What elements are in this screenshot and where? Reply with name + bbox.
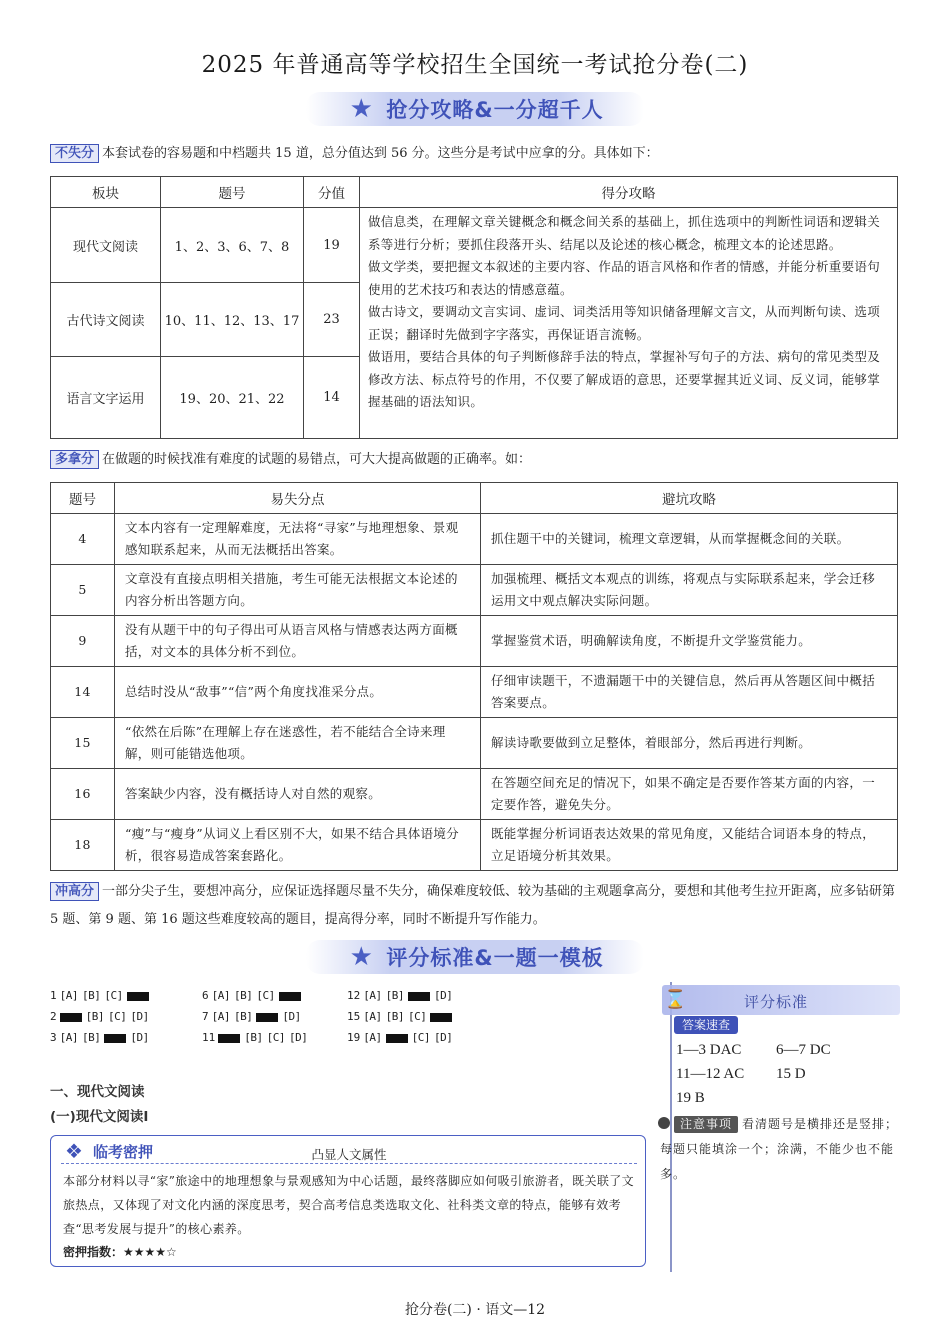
secret-body: 本部分材料以寻“家”旅途中的地理想象与景观感知为中心话题，最终落脚应如何吸引旅游者，既关联了文旅热点，又体现了对文化内涵的深度思考，契合高考信息类选取文化、社科类文章的特点，能够有效考查“思考发展与提升”的核心素养。 bbox=[63, 1174, 635, 1236]
notice-text: 看清题号是横排还是竖排；每题只能填涂一个；涂满，不能少也不能多。 bbox=[660, 1117, 899, 1181]
table1-header: 题号 bbox=[161, 177, 304, 208]
banner-grading bbox=[0, 940, 950, 974]
grading-panel-header bbox=[662, 985, 900, 1015]
answer-item bbox=[202, 1028, 311, 1048]
no-loss-tag: 不失分 bbox=[50, 144, 99, 163]
more-points-tag: 多拿分 bbox=[50, 450, 99, 469]
table2-pitfall: 文本内容有一定理解难度，无法将“寻家”与地理想象、景观感知联系起来，从而无法概括出答案。 bbox=[115, 514, 481, 565]
no-loss-text: 本套试卷的容易题和中档题共 15 道，总分值达到 56 分。这些分是考试中应拿的分。具体如下： bbox=[102, 146, 659, 161]
score-table bbox=[50, 176, 898, 439]
table1-score: 19 bbox=[304, 208, 360, 283]
divider bbox=[61, 1163, 637, 1164]
answer-bubble: [B] bbox=[385, 1010, 404, 1023]
answer-pair bbox=[676, 1038, 831, 1062]
question-number: 6 bbox=[202, 989, 209, 1002]
table1-header: 得分攻略 bbox=[360, 177, 898, 208]
strategy-paragraph: 做文学类，要把握文本叙述的主要内容、作品的语言风格和作者的情感，并能分析重要语句使用的艺术技巧和表达的情感意蕴。 bbox=[368, 259, 881, 297]
table2-tip: 在答题空间充足的情况下，如果不确定是否要作答某方面的内容，一定要作答，避免失分。 bbox=[481, 769, 898, 820]
table1-score: 23 bbox=[304, 283, 360, 357]
quick-answers bbox=[676, 1038, 831, 1110]
answer-item bbox=[347, 1007, 456, 1027]
subsection-heading: (一)现代文阅读Ⅰ bbox=[50, 1109, 149, 1125]
fish-icon: ❖ bbox=[65, 1139, 83, 1163]
answer-pair bbox=[676, 1062, 831, 1086]
section-heading: 一、现代文阅读 bbox=[50, 1084, 145, 1100]
table2-pitfall: 答案缺少内容，没有概括诗人对自然的观察。 bbox=[115, 769, 481, 820]
filled-bubble bbox=[127, 992, 149, 1001]
answer-item bbox=[50, 986, 153, 1006]
hourglass-icon: ⌛ bbox=[664, 989, 687, 1010]
answer-item bbox=[347, 986, 456, 1006]
table1-score: 14 bbox=[304, 357, 360, 439]
table2-pitfall: 文章没有直接点明相关措施，考生可能无法根据文本论述的内容分析出答题方向。 bbox=[115, 565, 481, 616]
secret-title: 临考密押 bbox=[93, 1142, 154, 1161]
table1-questions: 19、20、21、22 bbox=[161, 357, 304, 439]
answer-bubble: [D] bbox=[434, 989, 453, 1002]
high-score-line bbox=[50, 878, 900, 934]
table1-block: 语言文字运用 bbox=[51, 357, 161, 439]
answer-bubble: [C] bbox=[108, 1010, 127, 1023]
no-loss-line bbox=[50, 143, 900, 165]
answer-bubble: [B] bbox=[82, 989, 101, 1002]
answer-bubble: [A] bbox=[363, 1031, 382, 1044]
question-number: 11 bbox=[202, 1031, 216, 1044]
table2-num: 9 bbox=[51, 616, 115, 667]
page-title: 2025 年普通高等学校招生全国统一考试抢分卷(二) bbox=[201, 52, 749, 78]
answer-bubble: [B] bbox=[244, 1031, 263, 1044]
answer-bubble: [A] bbox=[363, 989, 382, 1002]
answer-bubble: [B] bbox=[385, 989, 404, 1002]
question-number: 15 bbox=[347, 1010, 361, 1023]
question-number: 19 bbox=[347, 1031, 361, 1044]
secret-subject: 凸显人文属性 bbox=[311, 1147, 387, 1162]
table2-num: 4 bbox=[51, 514, 115, 565]
secret-index: 密押指数：★★★★☆ bbox=[63, 1245, 177, 1259]
answer-bubble: [D] bbox=[434, 1031, 453, 1044]
table2-num: 5 bbox=[51, 565, 115, 616]
answer-bubble: [C] bbox=[411, 1031, 430, 1044]
filled-bubble bbox=[386, 1034, 408, 1043]
filled-bubble bbox=[218, 1034, 240, 1043]
answer-range: 1—3 DAC bbox=[676, 1042, 742, 1058]
answer-range: 6—7 DC bbox=[776, 1042, 831, 1058]
table2-pitfall: 总结时没从“敌事”“信”两个角度找准采分点。 bbox=[115, 667, 481, 718]
question-number: 3 bbox=[50, 1031, 57, 1044]
table2-tip: 既能掌握分析词语表达效果的常见角度，又能结合词语本身的特点，立足语境分析其效果。 bbox=[481, 820, 898, 871]
bullet-icon bbox=[658, 1117, 670, 1129]
filled-bubble bbox=[430, 1013, 452, 1022]
more-points-line bbox=[50, 449, 900, 471]
table1-header: 板块 bbox=[51, 177, 161, 208]
table1-block: 古代诗文阅读 bbox=[51, 283, 161, 357]
answer-item bbox=[50, 1028, 153, 1048]
question-number: 12 bbox=[347, 989, 361, 1002]
page-footer: 抢分卷(二) · 语文—12 bbox=[404, 1302, 546, 1318]
table2-num: 14 bbox=[51, 667, 115, 718]
table1-header: 分值 bbox=[304, 177, 360, 208]
question-number: 1 bbox=[50, 989, 57, 1002]
answer-bubble: [B] bbox=[82, 1031, 101, 1044]
table1-strategy bbox=[360, 208, 898, 439]
table2-pitfall: “瘦”与“瘦身”从词义上看区别不大，如果不结合具体语境分析，很容易造成答案套路化。 bbox=[115, 820, 481, 871]
banner-strategy bbox=[0, 92, 950, 126]
answer-bubble: [B] bbox=[234, 989, 253, 1002]
filled-bubble bbox=[104, 1034, 126, 1043]
answer-bubble: [D] bbox=[289, 1031, 308, 1044]
more-points-text: 在做题的时候找准有难度的试题的易错点，可大大提高做题的正确率。如： bbox=[102, 452, 532, 467]
answer-item bbox=[202, 986, 305, 1006]
quick-answer-tag: 答案速查 bbox=[674, 1016, 738, 1034]
table2-header: 题号 bbox=[51, 483, 115, 514]
answer-bubble: [D] bbox=[130, 1031, 149, 1044]
answer-bubble: [C] bbox=[256, 989, 275, 1002]
answer-bubble: [C] bbox=[408, 1010, 427, 1023]
table2-tip: 掌握鉴赏术语，明确解读角度，不断提升文学鉴赏能力。 bbox=[481, 616, 898, 667]
answer-bubble: [D] bbox=[282, 1010, 301, 1023]
banner-grading-title: 评分标准&一题一模板 bbox=[386, 946, 604, 970]
answer-range: 19 B bbox=[676, 1090, 705, 1106]
banner-strategy-title: 抢分攻略&一分超千人 bbox=[386, 98, 604, 122]
table1-questions: 1、2、3、6、7、8 bbox=[161, 208, 304, 283]
filled-bubble bbox=[60, 1013, 82, 1022]
strategy-paragraph: 做信息类，在理解文章关键概念和概念间关系的基础上，抓住选项中的判断性词语和逻辑关系等进行分析；要抓住段落开头、结尾以及论述的核心概念，梳理文本的论述思路。 bbox=[368, 214, 881, 252]
answer-bubble: [C] bbox=[104, 989, 123, 1002]
answer-item bbox=[202, 1007, 305, 1027]
strategy-paragraph: 做语用，要结合具体的句子判断修辞手法的特点，掌握补写句子的方法、病句的常见类型及修改方法、标点符号的作用，不仅要了解成语的意思，还要掌握其近义词、反义词，能够掌握基础的语法知识。 bbox=[368, 349, 881, 409]
table2-num: 16 bbox=[51, 769, 115, 820]
table2-header: 易失分点 bbox=[115, 483, 481, 514]
table2-tip: 加强梳理、概括文本观点的训练，将观点与实际联系起来，学会迁移运用文中观点解决实际问题。 bbox=[481, 565, 898, 616]
answer-bubble: [B] bbox=[85, 1010, 104, 1023]
table2-num: 18 bbox=[51, 820, 115, 871]
answer-range: 15 D bbox=[776, 1066, 806, 1082]
table2-pitfall: “依然在后陈”在理解上存在迷惑性，若不能结合全诗来理解，则可能错选他项。 bbox=[115, 718, 481, 769]
answer-item bbox=[50, 1007, 153, 1027]
high-score-text: 一部分尖子生，要想冲高分，应保证选择题尽量不失分，确保难度较低、较为基础的主观题拿高分，要想和其他考生拉开距离，应多钻研第 5 题、第 9 题、第 16 题这些难度较高的题目，提高得分率，同时不断提升写作能力。 bbox=[50, 884, 896, 927]
table1-block: 现代文阅读 bbox=[51, 208, 161, 283]
table2-num: 15 bbox=[51, 718, 115, 769]
exam-secret-box bbox=[50, 1135, 646, 1267]
table2-pitfall: 没有从题干中的句子得出可从语言风格与情感表达两方面概括，对文本的具体分析不到位。 bbox=[115, 616, 481, 667]
strategy-paragraph: 做古诗文，要调动文言实词、虚词、词类活用等知识储备理解文言文，从而判断句读、选项正误；翻译时先做到字字落实，再保证语言流畅。 bbox=[368, 304, 881, 342]
table1-questions: 10、11、12、13、17 bbox=[161, 283, 304, 357]
grading-panel-title: 评分标准 bbox=[744, 993, 809, 1011]
answer-bubble: [A] bbox=[211, 1010, 230, 1023]
filled-bubble bbox=[279, 992, 301, 1001]
table2-tip: 仔细审读题干，不遗漏题干中的关键信息，然后再从答题区间中概括答案要点。 bbox=[481, 667, 898, 718]
star-icon: ★ bbox=[349, 942, 373, 972]
filled-bubble bbox=[256, 1013, 278, 1022]
table2-tip: 解读诗歌要做到立足整体，着眼部分，然后再进行判断。 bbox=[481, 718, 898, 769]
answer-range: 11—12 AC bbox=[676, 1066, 745, 1082]
filled-bubble bbox=[408, 992, 430, 1001]
table2-tip: 抓住题干中的关键词，梳理文章逻辑，从而掌握概念间的关联。 bbox=[481, 514, 898, 565]
star-icon: ★ bbox=[349, 94, 373, 124]
pitfall-table bbox=[50, 482, 898, 871]
question-number: 2 bbox=[50, 1010, 57, 1023]
table2-header: 避坑攻略 bbox=[481, 483, 898, 514]
answer-bubble: [B] bbox=[234, 1010, 253, 1023]
question-number: 7 bbox=[202, 1010, 209, 1023]
notice-tag: 注意事项 bbox=[674, 1116, 738, 1133]
answer-bubble: [C] bbox=[266, 1031, 285, 1044]
answer-bubble: [A] bbox=[59, 1031, 78, 1044]
high-score-tag: 冲高分 bbox=[50, 882, 99, 901]
answer-bubble: [A] bbox=[59, 989, 78, 1002]
answer-bubble: [A] bbox=[363, 1010, 382, 1023]
notice bbox=[660, 1112, 900, 1187]
answer-bubble: [A] bbox=[211, 989, 230, 1002]
answer-item bbox=[347, 1028, 456, 1048]
answer-pair bbox=[676, 1086, 831, 1110]
answer-bubble: [D] bbox=[130, 1010, 149, 1023]
